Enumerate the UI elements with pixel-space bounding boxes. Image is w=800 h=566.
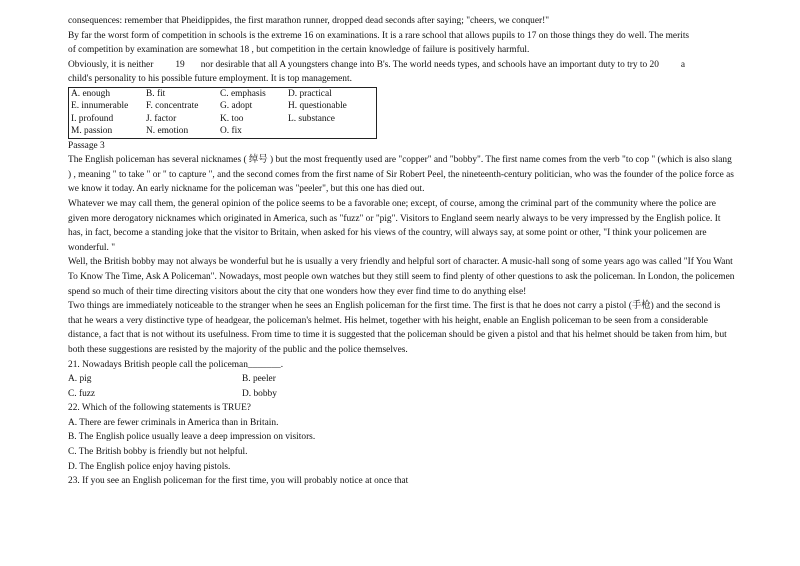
text-line: consequences: remember that Pheidippides, the first marathon runner, dropped dead seconds after saying; "cheers, we conquer!" (68, 16, 550, 26)
text-fragment: Obviously, it is neither (68, 59, 154, 70)
passage-paragraph: The English policeman has several nicknames ( 绰号 ) but the most frequently used are "copper" and "bobby". The first name comes from the verb "to cop " (which is also slang ) , meaning " to take " or " to capture ", and the second comes from the first name of Sir Robert Peel, the nineteenth-century politician, who was the founder of the police force as we know it today. An early nickname for the policeman was "peeler", but this one has died out. (68, 155, 734, 195)
passage-paragraph: Well, the British bobby may not always be wonderful but he is usually a very friendly and helpful sort of character. A music-hall song of some years ago was called "If You Want To Know The Time, Ask A Policeman". Nowadays, most people own watches but they still seem to find plenty of other questions to ask the policeman. In London, the policemen spend so much of their time directing visitors about the city that one wonders how they ever find time to do anything else! (68, 257, 735, 297)
text-line (68, 58, 736, 73)
text-line: By far the worst form of competition in schools is the extreme 16 on examinations. It is a rare school that allows pupils to 17 on those things they do well. The merits (68, 30, 690, 41)
word-bank-cell: G. adopt (220, 101, 253, 112)
question-options (68, 387, 736, 402)
word-bank-cell: B. fit (146, 88, 166, 99)
passage-paragraph: Whatever we may call them, the general opinion of the police seems to be a favorable one; except, of course, among the criminal part of the community where the police are given more derogatory nicknames which originated in America, such as "fuzz" or "pig". Visitors to England seem nearly always to be very impressed by the English police. It has, in fact, become a standing joke that the visitor to Britain, when asked for his views of the country, will always say, at some point or other, "I think your policemen are wonderful. " (68, 198, 721, 253)
word-bank-cell: A. enough (71, 88, 111, 99)
word-bank-table (68, 87, 377, 139)
option-a: A. pig (68, 374, 92, 385)
text-line: child's personality to his possible future employment. It is top management. (68, 74, 352, 85)
word-bank-cell: E. innumerable (71, 101, 129, 112)
word-bank-cell: I. profound (71, 113, 114, 124)
text-fragment: nor desirable that all A youngsters change into B's. The world needs types, and schools have an important duty to try to 20 (200, 59, 659, 70)
word-bank-cell: K. too (220, 113, 244, 124)
word-bank-cell: O. fix (220, 126, 242, 137)
option-c: C. The British bobby is friendly but not helpful. (68, 447, 248, 458)
word-bank-row (69, 100, 377, 112)
option-c: C. fuzz (68, 388, 96, 399)
word-bank-cell: M. passion (71, 126, 113, 137)
word-bank-cell (286, 125, 377, 138)
document-page (68, 14, 736, 489)
question-23: 23. If you see an English policeman for the first time, you will probably notice at once that (68, 476, 409, 487)
question-21: 21. Nowadays British people call the policeman_______. (68, 359, 284, 370)
option-b: B. peeler (242, 374, 276, 385)
word-bank-cell: F. concentrate (146, 101, 199, 112)
word-bank-row (69, 113, 377, 125)
option-b: B. The English police usually leave a deep impression on visitors. (68, 432, 316, 443)
word-bank-cell: J. factor (146, 113, 177, 124)
text-fragment: a (680, 59, 686, 70)
word-bank-cell: D. practical (288, 88, 332, 99)
word-bank-row (69, 125, 377, 138)
word-bank-cell: N. emotion (146, 126, 189, 137)
word-bank-cell: C. emphasis (220, 88, 266, 99)
text-line: of competition by examination are somewhat 18 , but competition in the certain knowledge of failure is positively harmful. (68, 45, 530, 56)
question-options (68, 372, 736, 387)
passage-heading: Passage 3 (68, 140, 105, 151)
word-bank-row (69, 87, 377, 100)
passage-paragraph: Two things are immediately noticeable to the stranger when he sees an English policeman for the first time. The first is that he does not carry a pistol (手枪) and the second is that he wears a very distinctive type of headgear, the policeman's helmet. His helmet, together with his height, enable an English policeman to be seen from a considerable distance, a fact that is not without its usefulness. From time to time it is suggested that the policeman should be given a pistol and that his helmet should be taken from him, but both these suggestions are resisted by the majority of the public and the police themselves. (68, 301, 727, 355)
option-a: A. There are fewer criminals in America than in Britain. (68, 417, 279, 428)
word-bank-cell: H. questionable (288, 101, 347, 112)
word-bank-cell: L. substance (288, 113, 335, 124)
question-22: 22. Which of the following statements is TRUE? (68, 403, 251, 414)
option-d: D. The English police enjoy having pistols. (68, 461, 231, 472)
option-d: D. bobby (242, 388, 277, 399)
blank-number: 19 (175, 59, 185, 70)
